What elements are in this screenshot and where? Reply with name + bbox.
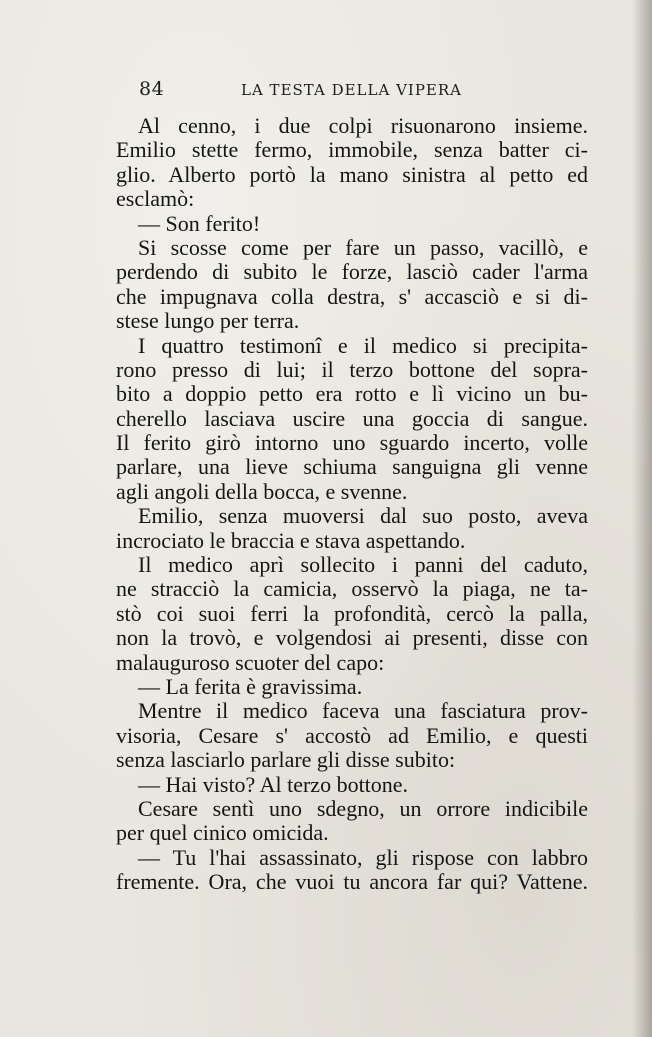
text-line: agli angoli della bocca, e svenne.	[116, 478, 408, 504]
text-line: — Son ferito!	[138, 210, 261, 236]
page-header	[139, 78, 599, 106]
page-edge-shadow	[632, 0, 652, 1037]
text-line: ne stracciò la camicia, osservò la piaga, ne ta-	[116, 576, 588, 602]
text-line: esclamò:	[116, 186, 195, 212]
text-line: I quattro testimonî e il medico si precipita-	[138, 332, 588, 358]
text-line: non la trovò, e volgendosi ai presenti, disse con	[116, 625, 588, 651]
text-line: Emilio stette fermo, immobile, senza batter ci-	[116, 137, 588, 163]
text-line: Al cenno, i due colpi risuonarono insieme.	[138, 113, 588, 138]
text-line: Emilio, senza muoversi dal suo posto, aveva	[138, 503, 588, 529]
text-line: — La ferita è gravissima.	[138, 673, 363, 699]
text-line: Il ferito girò intorno uno sguardo incerto, volle	[116, 430, 588, 456]
text-line: stò coi suoi ferri la profondità, cercò la palla,	[116, 600, 588, 626]
text-line: — Tu l'hai assassinato, gli rispose con labbro	[138, 844, 588, 870]
text-line: per quel cinico omicida.	[116, 820, 329, 846]
text-line: parlare, una lieve schiuma sanguigna gli venne	[116, 454, 588, 480]
text-line: fremente. Ora, che vuoi tu ancora far qui? Vattene.	[116, 869, 588, 895]
text-line: Mentre il medico faceva una fasciatura prov-	[138, 698, 588, 724]
text-line: che impugnava colla destra, s' accasciò e si di-	[116, 283, 588, 309]
text-line: malauguroso scuoter del capo:	[116, 649, 385, 675]
text-line: incrociato le braccia e stava aspettando.	[116, 527, 466, 553]
text-line: rono presso di lui; il terzo bottone del sopra-	[116, 356, 588, 382]
page-number: 84	[139, 78, 165, 100]
text-line: senza lasciarlo parlare gli disse subito:	[116, 747, 456, 773]
text-line: — Hai visto? Al terzo bottone.	[138, 771, 409, 797]
text-line: glio. Alberto portò la mano sinistra al petto ed	[116, 161, 588, 187]
text-line: perdendo di subito le forze, lasciò cader l'arma	[116, 259, 588, 285]
text-line: stese lungo per terra.	[116, 308, 300, 334]
text-line: cherello lasciava uscire una goccia di sangue.	[116, 405, 588, 431]
body-text	[116, 114, 588, 895]
text-line: Si scosse come per fare un passo, vacillò, e	[138, 234, 588, 260]
text-line: bito a doppio petto era rotto e lì vicino un bu-	[116, 381, 588, 407]
text-line: Cesare sentì uno sdegno, un orrore indicibile	[138, 795, 588, 821]
text-line: visoria, Cesare s' accostò ad Emilio, e questi	[116, 722, 588, 748]
running-title: LA TESTA DELLA VIPERA	[241, 81, 463, 99]
text-line: Il medico aprì sollecito i panni del caduto,	[138, 552, 588, 578]
